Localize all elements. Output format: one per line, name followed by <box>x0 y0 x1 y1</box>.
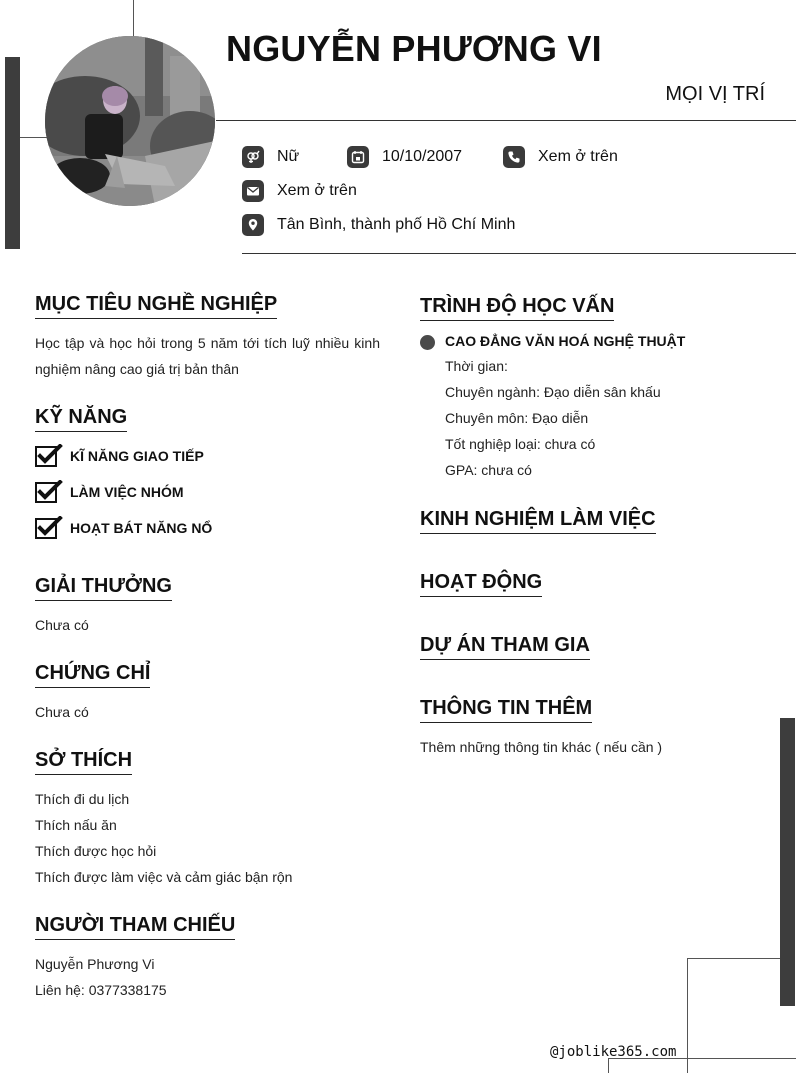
decorative-line-avatar <box>20 137 47 138</box>
projects-title: DỰ ÁN THAM GIA <box>420 633 590 660</box>
header-divider <box>216 120 796 121</box>
reference-contact: Liên hệ: 0377338175 <box>35 982 167 998</box>
contact-email <box>242 180 357 202</box>
checkbox-checked-icon <box>35 516 63 540</box>
activities-title: HOẠT ĐỘNG <box>420 570 542 597</box>
skill-item <box>35 516 212 540</box>
contact-divider <box>242 253 796 254</box>
watermark: @joblike365.com <box>550 1044 677 1060</box>
education-major: Chuyên ngành: Đạo diễn sân khấu <box>445 384 661 400</box>
more-info-title: THÔNG TIN THÊM <box>420 696 592 723</box>
location-pin-icon <box>242 214 264 236</box>
contact-gender <box>242 146 299 168</box>
contact-gender-value: Nữ <box>277 148 300 165</box>
candidate-name: NGUYỄN PHƯƠNG VI <box>226 28 602 69</box>
education-time: Thời gian: <box>445 358 508 374</box>
education-specialty: Chuyên môn: Đạo diễn <box>445 410 589 426</box>
checkbox-checked-icon <box>35 480 63 504</box>
contact-email-value: Xem ở trên <box>277 182 357 199</box>
awards-title: GIẢI THƯỞNG <box>35 574 172 601</box>
certificates-title: CHỨNG CHỈ <box>35 661 150 688</box>
certificates-text: Chưa có <box>35 704 89 720</box>
hobby-item: Thích được học hỏi <box>35 843 157 859</box>
desired-position: MỌI VỊ TRÍ <box>665 83 765 105</box>
bullet-dot-icon <box>420 335 435 350</box>
hobby-item: Thích nấu ăn <box>35 817 117 833</box>
awards-text: Chưa có <box>35 617 89 633</box>
contact-phone <box>503 146 618 168</box>
skills-title: KỸ NĂNG <box>35 405 127 432</box>
contact-address-value: Tân Bình, thành phố Hồ Chí Minh <box>277 216 516 233</box>
calendar-icon <box>347 146 369 168</box>
avatar <box>45 36 215 206</box>
phone-icon <box>503 146 525 168</box>
reference-name: Nguyễn Phương Vi <box>35 956 155 972</box>
hobby-item: Thích đi du lịch <box>35 791 130 807</box>
decorative-line-bottom-vertical <box>608 1058 609 1073</box>
avatar-photo <box>45 36 215 206</box>
hobbies-title: SỞ THÍCH <box>35 748 132 775</box>
skill-item <box>35 480 184 504</box>
education-graduation: Tốt nghiệp loại: chưa có <box>445 436 596 452</box>
skill-label: HOẠT BÁT NĂNG NỔ <box>70 520 213 536</box>
more-info-text: Thêm những thông tin khác ( nếu cần ) <box>420 739 663 755</box>
contact-phone-value: Xem ở trên <box>538 148 618 165</box>
decorative-bar-right <box>780 718 795 1006</box>
decorative-line-top <box>133 0 134 37</box>
education-details <box>445 353 661 483</box>
checkbox-checked-icon <box>35 444 63 468</box>
hobby-item: Thích được làm việc và cảm giác bận rộn <box>35 869 293 885</box>
skill-item <box>35 444 204 468</box>
education-gpa: GPA: chưa có <box>445 462 532 478</box>
skill-label: LÀM VIỆC NHÓM <box>70 484 184 500</box>
envelope-icon <box>242 180 264 202</box>
education-school: CAO ĐẲNG VĂN HOÁ NGHỆ THUẬT <box>445 333 686 349</box>
contact-birthday-value: 10/10/2007 <box>382 148 463 165</box>
contact-address <box>242 214 515 236</box>
experience-title: KINH NGHIỆM LÀM VIỆC <box>420 507 656 534</box>
skill-label: KĨ NĂNG GIAO TIẾP <box>70 448 204 464</box>
references-title: NGƯỜI THAM CHIẾU <box>35 913 235 940</box>
education-title: TRÌNH ĐỘ HỌC VẤN <box>420 294 614 321</box>
objective-title: MỤC TIÊU NGHỀ NGHIỆP <box>35 292 277 319</box>
decorative-frame-bottom-right <box>687 958 780 1073</box>
contact-birthday <box>347 146 462 168</box>
decorative-bar-left <box>5 57 20 249</box>
gender-icon <box>242 146 264 168</box>
objective-text: Học tập và học hỏi trong 5 năm tới tích luỹ nhiều kinh nghiệm nâng cao giá trị bản thân <box>35 335 380 377</box>
